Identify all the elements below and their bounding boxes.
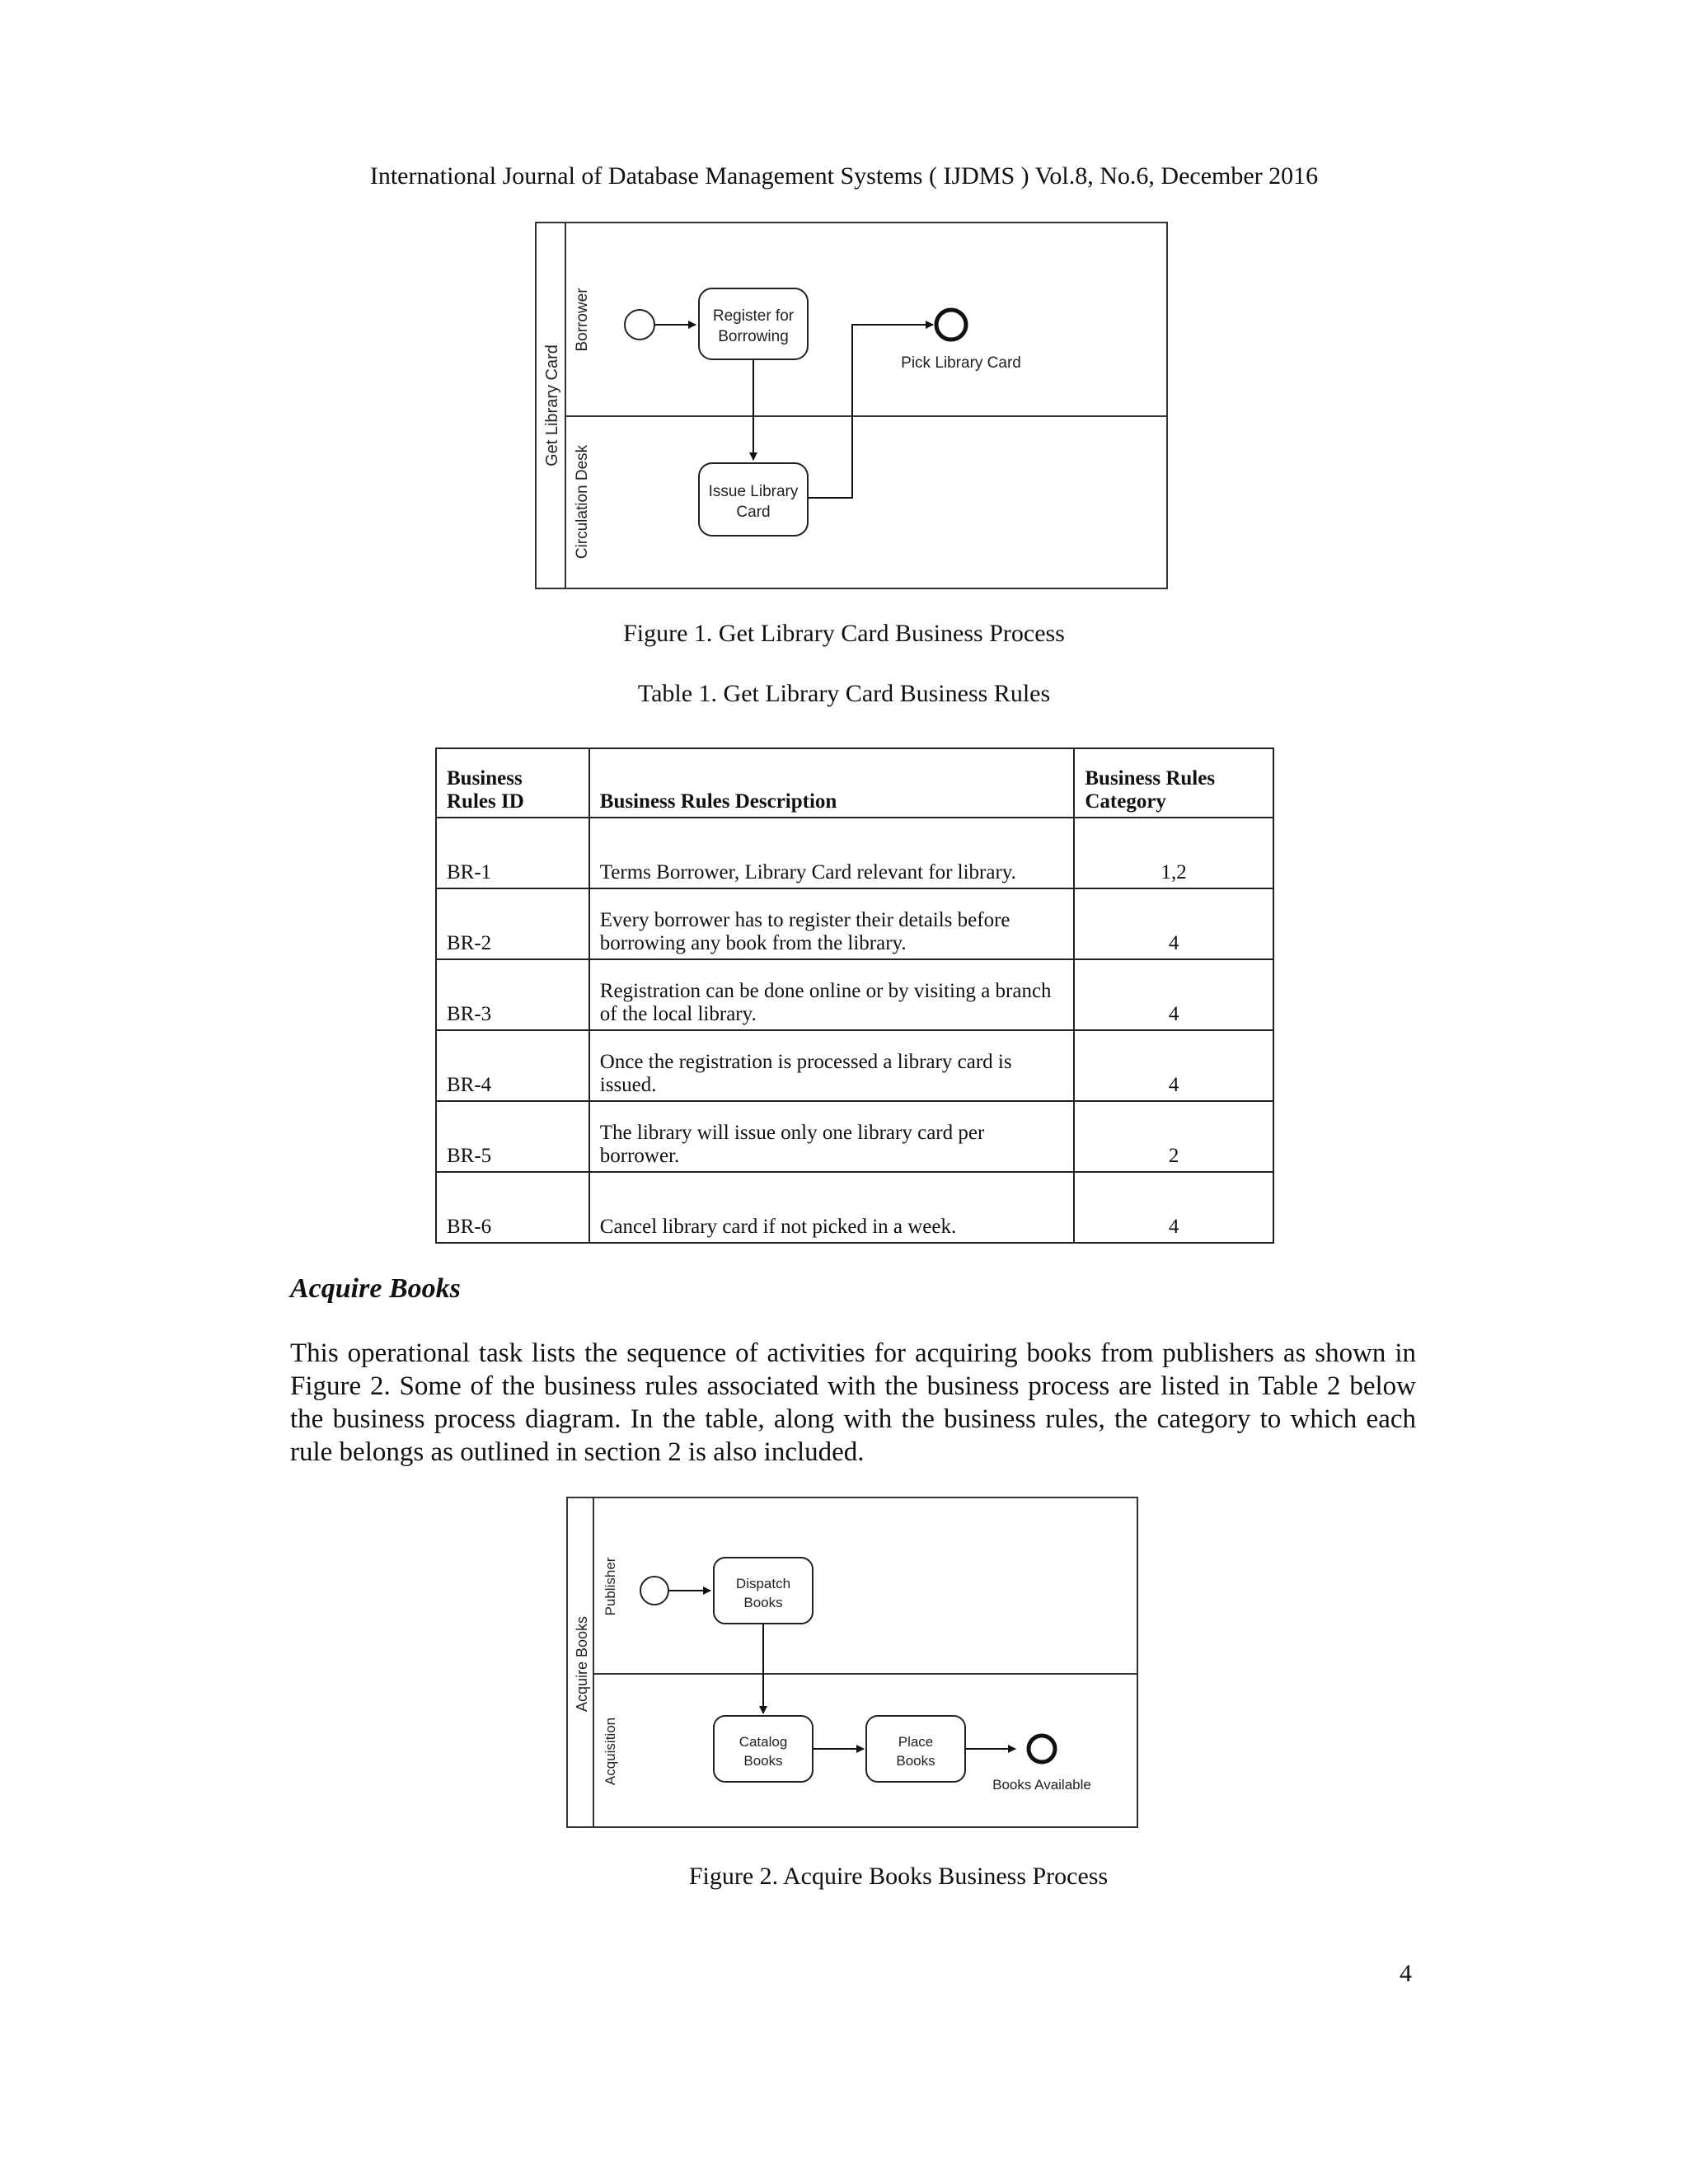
task-place-line1: Place: [898, 1734, 934, 1750]
table-row: [436, 1101, 1273, 1172]
pool-label: Acquire Books: [574, 1615, 590, 1713]
end-event-label: Pick Library Card: [901, 354, 1021, 372]
page-number: 4: [1400, 1960, 1412, 1987]
task-register-line2: Borrowing: [718, 328, 789, 345]
table-row: [436, 1030, 1273, 1101]
end-event: [1029, 1736, 1055, 1762]
task-issue-line1: Issue Library: [708, 483, 799, 500]
rule-category: 1,2: [1074, 818, 1273, 888]
rule-category: 4: [1074, 959, 1273, 1030]
start-event: [640, 1577, 668, 1605]
table-row: [436, 888, 1273, 959]
figure-1-diagram: [534, 221, 1170, 592]
figure-1-caption: Figure 1. Get Library Card Business Process: [623, 620, 1065, 647]
task-catalog-line1: Catalog: [738, 1734, 788, 1750]
table-row: [436, 818, 1273, 888]
rule-description: The library will issue only one library card per borrower.: [589, 1101, 1075, 1172]
rule-description: Every borrower has to register their details before borrowing any book from the library.: [589, 888, 1075, 959]
rule-category: 2: [1074, 1101, 1273, 1172]
lane-label-publisher: Publisher: [603, 1557, 618, 1616]
rule-id: BR-3: [436, 959, 589, 1030]
rule-description: Registration can be done online or by visiting a branch of the local library.: [589, 959, 1075, 1030]
header-description: Business Rules Description: [589, 748, 1075, 818]
running-header: International Journal of Database Management Systems ( IJDMS ) Vol.8, No.6, December 2016: [369, 162, 1319, 190]
rule-id: BR-6: [436, 1172, 589, 1243]
end-event: [936, 310, 966, 340]
figure-2-caption: Figure 2. Acquire Books Business Process: [688, 1863, 1109, 1890]
business-rules-table: [435, 748, 1274, 1244]
rule-category: 4: [1074, 1030, 1273, 1101]
table-1-caption: Table 1. Get Library Card Business Rules: [637, 680, 1051, 707]
lane-label-borrower: Borrower: [574, 288, 591, 352]
header-rules-id: Business Rules ID: [436, 748, 589, 818]
task-dispatch-line2: Books: [743, 1595, 783, 1610]
task-dispatch-line1: Dispatch: [735, 1576, 791, 1591]
task-place-line2: Books: [896, 1753, 935, 1769]
table-header-row: [436, 748, 1273, 818]
rule-category: 4: [1074, 888, 1273, 959]
body-paragraph: This operational task lists the sequence of activities for acquiring books from publishers as shown in Figure 2. Some of the business rules associated with the business process are listed in Table 2 below the business process diagram. In the table, along with the business rules, the category to which each rule belongs as outlined in section 2 is also included.: [290, 1338, 1416, 1467]
rule-id: BR-2: [436, 888, 589, 959]
figure-2-diagram: [565, 1496, 1141, 1830]
end-event-label: Books Available: [992, 1777, 1091, 1793]
section-title: Acquire Books: [290, 1273, 461, 1304]
rule-category: 4: [1074, 1172, 1273, 1243]
lane-label-acquisition: Acquisition: [603, 1717, 618, 1786]
rule-id: BR-5: [436, 1101, 589, 1172]
header-category: Business Rules Category: [1074, 748, 1273, 818]
lane-label-circulation-desk: Circulation Desk: [574, 444, 591, 560]
rule-description: Once the registration is processed a library card is issued.: [589, 1030, 1075, 1101]
rule-id: BR-4: [436, 1030, 589, 1101]
table-row: [436, 1172, 1273, 1243]
pool-label: Get Library Card: [543, 344, 561, 466]
table-row: [436, 959, 1273, 1030]
start-event: [625, 310, 654, 340]
task-catalog-line2: Books: [743, 1753, 783, 1769]
task-register-line1: Register for: [712, 307, 795, 325]
task-issue-line2: Card: [736, 504, 771, 521]
rule-id: BR-1: [436, 818, 589, 888]
rule-description: Terms Borrower, Library Card relevant for library.: [589, 818, 1075, 888]
rule-description: Cancel library card if not picked in a week.: [589, 1172, 1075, 1243]
